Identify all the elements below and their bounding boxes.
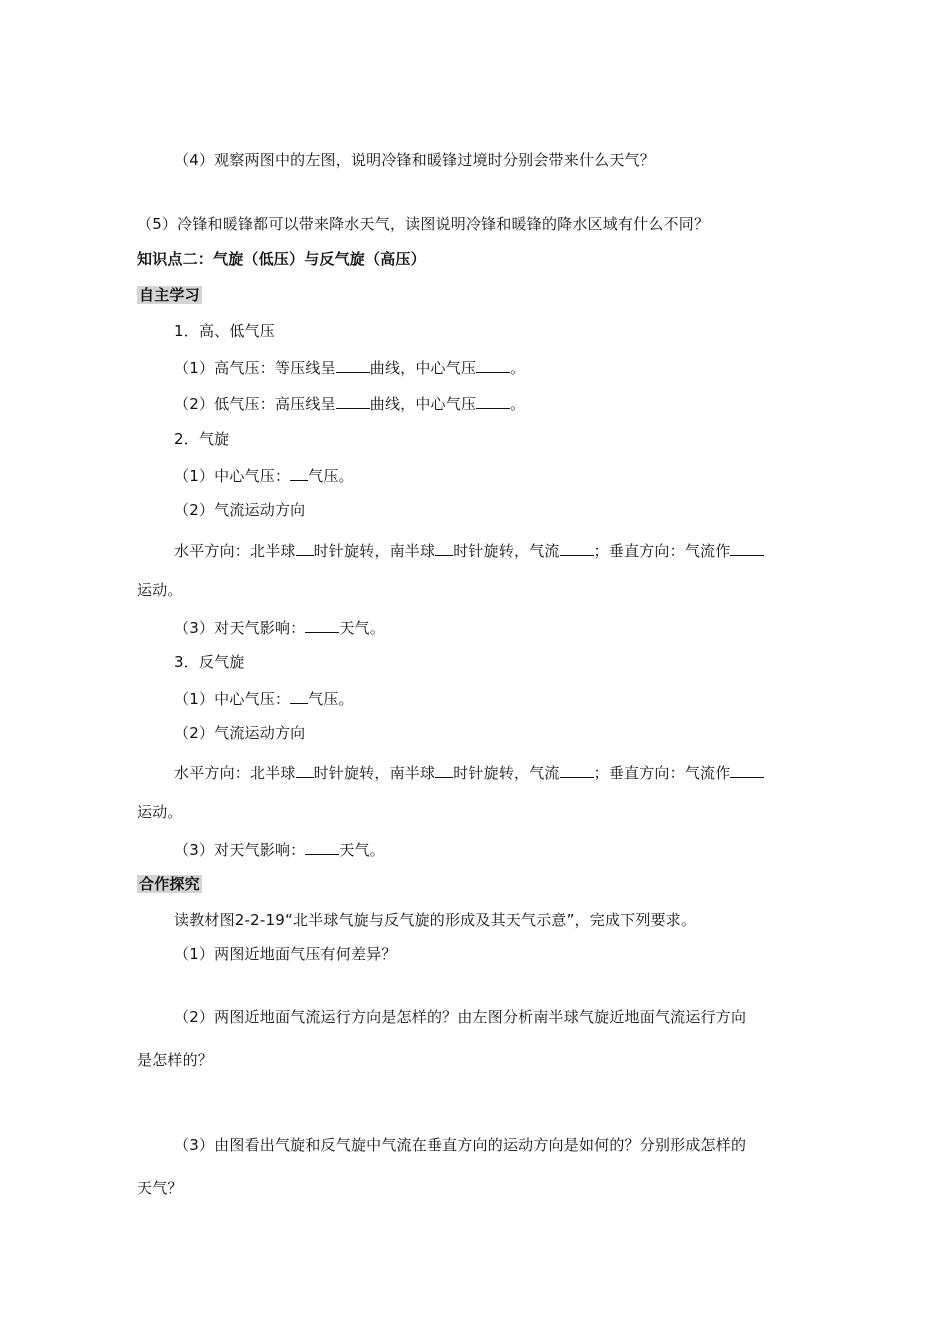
item-2-title: 2．气旋 [174,430,230,448]
anticyclone-flow-title: （2）气流运动方向 [174,724,306,742]
blank [435,540,453,556]
cooperation-label: 合作探究 [139,875,200,893]
blank [296,762,314,778]
anticyclone-weather-line: （3）对天气影响： 天气。 [174,841,385,859]
question-5: （5）冷锋和暖锋都可以带来降水天气，读图说明冷锋和暖锋的降水区域有什么不同？ [137,215,710,233]
coop-question-2-line-1: （2）两图近地面气流运行方向是怎样的？由左图分析南半球气旋近地面气流运行方向 [174,1008,747,1026]
blank [560,540,594,556]
anticyclone-center-pressure: （1）中心气压： 气压。 [174,690,354,708]
blank [730,762,764,778]
coop-question-2-line-2: 是怎样的？ [137,1051,214,1069]
question-4: （4）观察两图中的左图，说明冷锋和暖锋过境时分别会带来什么天气？ [174,151,655,169]
blank [336,357,370,373]
cyclone-flow-title: （2）气流运动方向 [174,501,306,519]
blank [476,393,510,409]
blank [435,762,453,778]
low-pressure-line: （2）低气压：高压线呈 曲线，中心气压 。 [174,395,526,413]
coop-question-3-line-2: 天气？ [137,1179,183,1197]
blank [730,540,764,556]
item-3-title: 3．反气旋 [174,653,245,671]
cyclone-weather-line: （3）对天气影响： 天气。 [174,619,385,637]
cyclone-center-pressure: （1）中心气压： 气压。 [174,467,354,485]
section-2-title: 知识点二：气旋（低压）与反气旋（高压） [137,250,426,268]
self-study-heading [137,285,202,305]
blank [290,465,308,481]
blank [290,688,308,704]
coop-question-1: （1）两图近地面气压有何差异？ [174,945,397,963]
cyclone-horizontal-line: 水平方向：北半球 时针旋转，南半球 时针旋转，气流 ；垂直方向：气流作 [174,540,764,561]
coop-question-3-line-1: （3）由图看出气旋和反气旋中气流在垂直方向的运动方向是如何的？分别形成怎样的 [174,1136,747,1154]
blank [296,540,314,556]
cyclone-horizontal-cont: 运动。 [137,581,183,599]
cooperation-heading [137,874,202,894]
anticyclone-horizontal-cont: 运动。 [137,803,183,821]
self-study-label: 自主学习 [139,286,200,304]
blank [305,839,339,855]
blank [560,762,594,778]
high-pressure-line: （1）高气压：等压线呈 曲线，中心气压 。 [174,359,526,377]
anticyclone-horizontal-line: 水平方向：北半球 时针旋转，南半球 时针旋转，气流 ；垂直方向：气流作 [174,762,764,783]
blank [336,393,370,409]
cooperation-intro: 读教材图2-2-19“北半球气旋与反气旋的形成及其天气示意”，完成下列要求。 [174,911,697,929]
blank [476,357,510,373]
blank [305,617,339,633]
item-1-title: 1．高、低气压 [174,322,275,340]
